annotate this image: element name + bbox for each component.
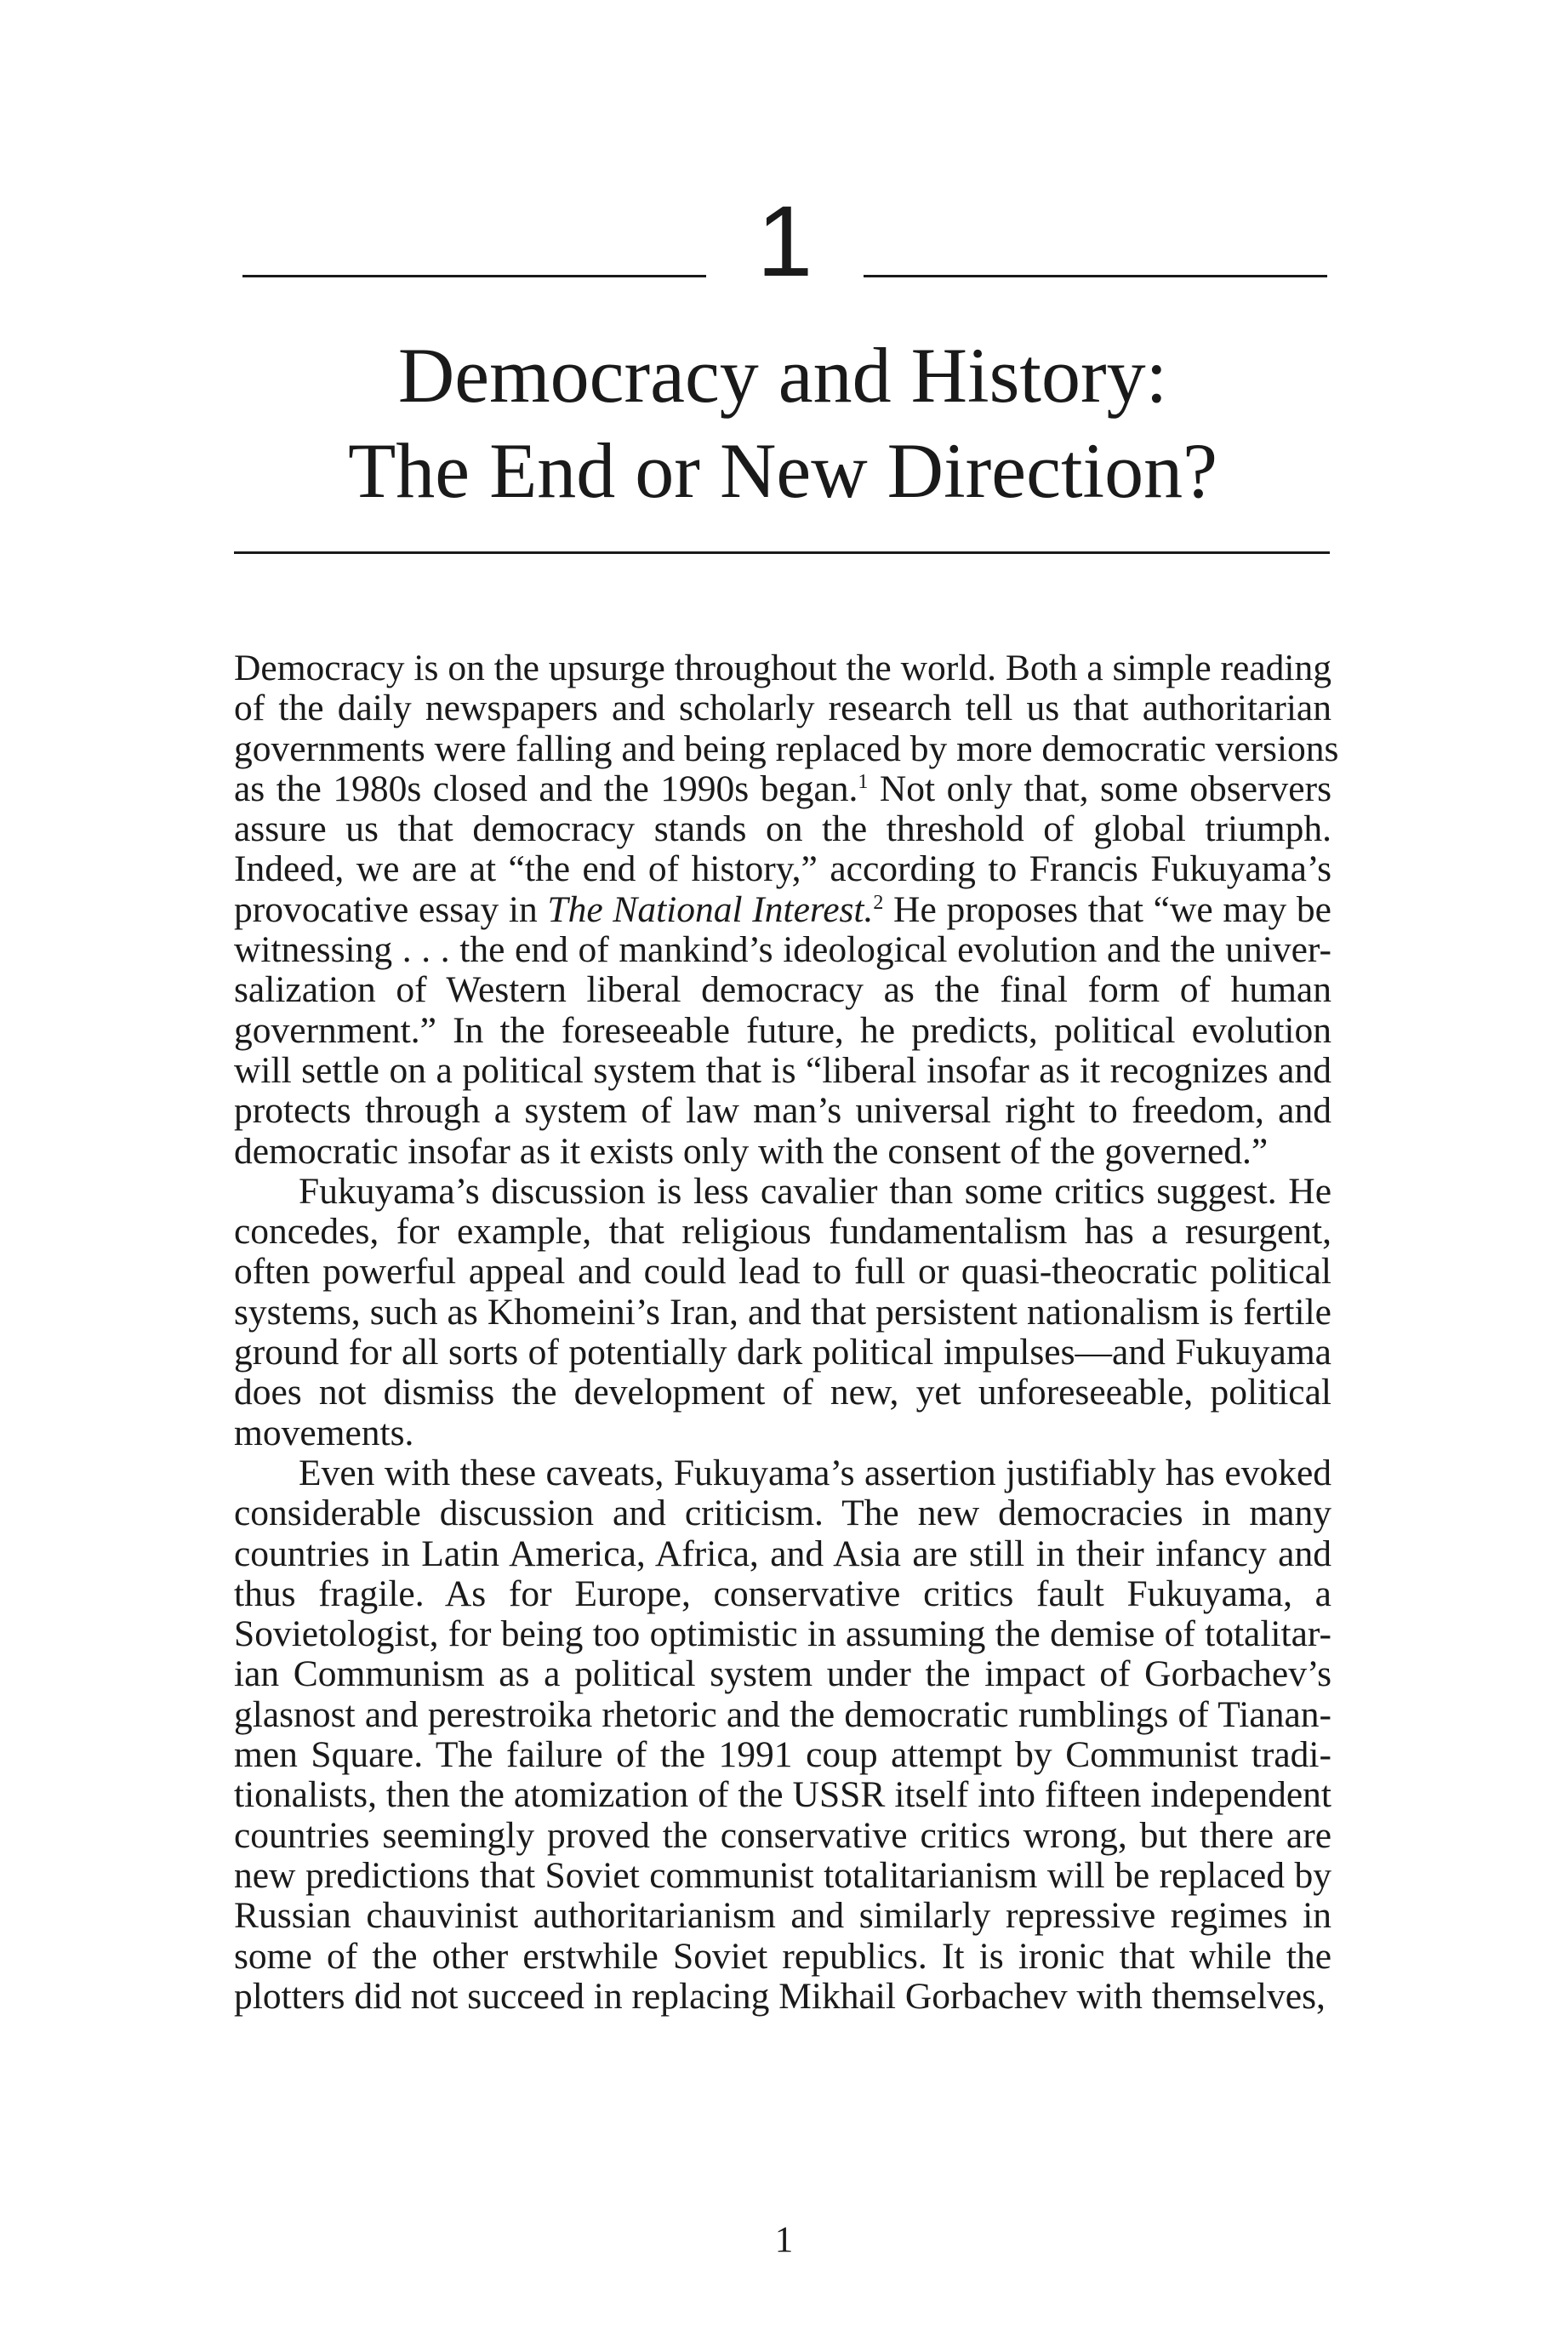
chapter-rule-left — [242, 275, 706, 277]
text-line: movements. — [234, 1412, 414, 1453]
text-line: tionalists, then the atomization of the USSR itself into fifteen independent — [234, 1774, 1331, 1816]
text-line: Democracy is on the upsurge throughout the world. Both a simple reading — [234, 648, 1331, 688]
text-line: ian Communism as a political system under the impact of Gorbachev’s — [234, 1653, 1331, 1695]
chapter-title-line-2: The End or New Direction? — [348, 427, 1217, 514]
text-line: of the daily newspapers and scholarly research tell us that authoritarian — [234, 688, 1331, 729]
text-line: countries in Latin America, Africa, and Asia are still in their infancy and — [234, 1533, 1331, 1574]
text-line — [234, 769, 1331, 809]
italic-title: The National Interest. — [547, 888, 874, 930]
text-line: witnessing . . . the end of mankind’s ideological evolution and the univer- — [234, 929, 1331, 971]
footnote-marker: 1 — [858, 770, 869, 793]
text-line: new predictions that Soviet communist totalitarianism will be replaced by — [234, 1854, 1331, 1896]
chapter-title-line-1: Democracy and History: — [397, 332, 1168, 419]
text-line — [234, 890, 1331, 930]
text-line: some of the other erstwhile Soviet republics. It is ironic that while the — [234, 1935, 1331, 1977]
text-line: Indeed, we are at “the end of history,” according to Francis Fukuyama’s — [234, 848, 1331, 890]
body-text — [234, 648, 1339, 2017]
text-line: often powerful appeal and could lead to full or quasi-theocratic political — [234, 1251, 1331, 1293]
text-line: will settle on a political system that is “liberal insofar as it recognizes and — [234, 1049, 1331, 1091]
text-line: thus fragile. As for Europe, conservative critics fault Fukuyama, a — [234, 1573, 1331, 1614]
text-line: systems, such as Khomeini’s Iran, and that persistent nationalism is fertile — [234, 1291, 1331, 1333]
chapter-header — [242, 186, 1327, 298]
text-segment: He proposes that “we may be — [883, 888, 1331, 930]
paragraph — [234, 1172, 1331, 1453]
text-line: democratic insofar as it exists only with the consent of the governed.” — [234, 1130, 1269, 1172]
text-line: government.” In the foreseeable future, he predicts, political evolution — [234, 1009, 1331, 1051]
text-line: salization of Western liberal democracy as the final form of human — [234, 969, 1331, 1011]
text-line: countries seemingly proved the conservative critics wrong, but there are — [234, 1814, 1331, 1856]
text-line: concedes, for example, that religious fundamentalism has a resurgent, — [234, 1211, 1331, 1253]
title-rule — [234, 551, 1330, 554]
text-line: men Square. The failure of the 1991 coup attempt by Communist tradi- — [234, 1734, 1331, 1776]
text-segment: as the 1980s closed and the 1990s began. — [234, 768, 858, 809]
text-line: Fukuyama’s discussion is less cavalier than some critics suggest. He — [299, 1170, 1331, 1212]
text-line: Russian chauvinist authoritarianism and similarly repressive regimes in — [234, 1895, 1331, 1937]
text-line: considerable discussion and criticism. The new democracies in many — [234, 1493, 1331, 1534]
chapter-number: 1 — [756, 186, 813, 298]
text-line: does not dismiss the development of new, yet unforeseeable, political — [234, 1372, 1331, 1413]
chapter-rule-right — [864, 275, 1327, 277]
chapter-title — [170, 328, 1395, 518]
text-line: Sovietologist, for being too optimistic in assuming the demise of totalitar- — [234, 1613, 1331, 1655]
page-number: 1 — [774, 2220, 794, 2260]
text-line: assure us that democracy stands on the threshold of global triumph. — [234, 808, 1331, 850]
footnote-marker: 2 — [873, 891, 884, 914]
text-line: protects through a system of law man’s universal right to freedom, and — [234, 1090, 1331, 1132]
text-line: glasnost and perestroika rhetoric and the democratic rumblings of Tianan- — [234, 1693, 1331, 1735]
paragraph — [234, 1453, 1331, 2017]
text-line: Even with these caveats, Fukuyama’s assertion justifiably has evoked — [299, 1452, 1331, 1493]
text-segment: Not only that, some observers — [868, 768, 1331, 809]
text-line: ground for all sorts of potentially dark political impulses—and Fukuyama — [234, 1332, 1331, 1373]
text-segment: provocative essay in — [234, 888, 548, 930]
paragraph — [234, 648, 1339, 1172]
text-line: plotters did not succeed in replacing Mikhail Gorbachev with themselves, — [234, 1975, 1326, 2017]
text-line: governments were falling and being replaced by more democratic versions — [234, 728, 1339, 769]
